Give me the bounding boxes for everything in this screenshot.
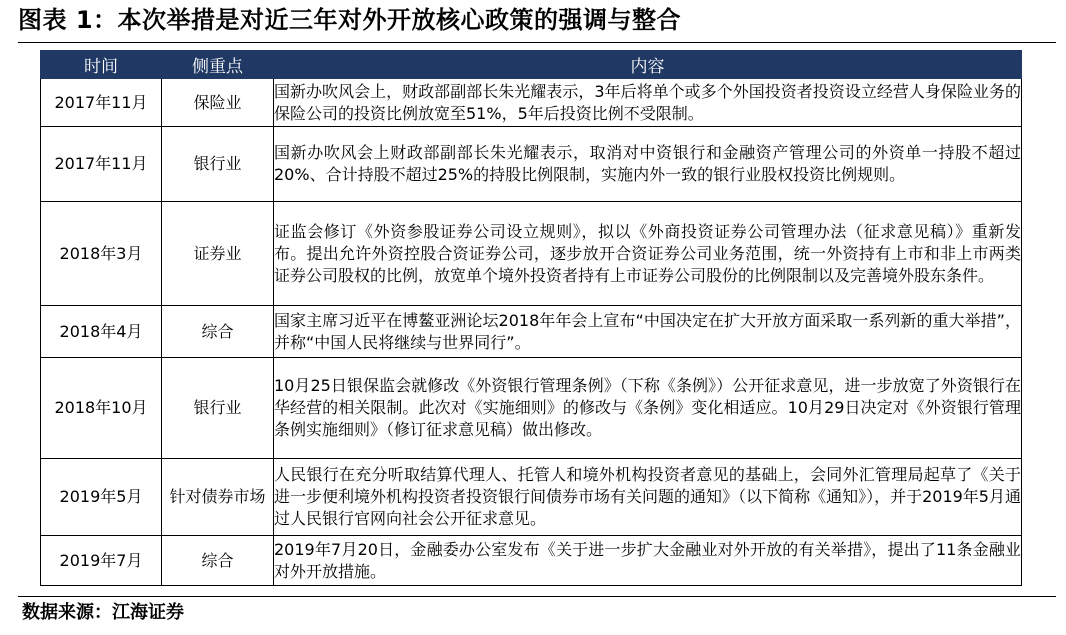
cell-focus: 针对债券市场: [162, 459, 274, 536]
cell-focus: 证券业: [162, 202, 274, 306]
table-row: [41, 536, 1022, 586]
cell-content: 2019年7月20日，金融委办公室发布《关于进一步扩大金融业对外开放的有关举措》，提出了11条金融业对外开放措施。: [274, 536, 1022, 586]
cell-time: 2018年3月: [41, 202, 162, 306]
table-row: [41, 358, 1022, 459]
table-row: [41, 127, 1022, 202]
header-content: 内容: [274, 51, 1022, 79]
cell-time: 2018年4月: [41, 306, 162, 358]
cell-time: 2019年5月: [41, 459, 162, 536]
cell-content: 10月25日银保监会就修改《外资银行管理条例》（下称《条例》）公开征求意见，进一步放宽了外资银行在华经营的相关限制。此次对《实施细则》的修改与《条例》变化相适应。10月29日决定对《外资银行管理条例实施细则》（修订征求意见稿）做出修改。: [274, 358, 1022, 459]
figure-title: 图表 1：本次举措是对近三年对外开放核心政策的强调与整合: [18, 6, 682, 34]
cell-time: 2018年10月: [41, 358, 162, 459]
table-row: [41, 306, 1022, 358]
cell-content: 国新办吹风会上财政部副部长朱光耀表示，取消对中资银行和金融资产管理公司的外资单一持股不超过20%、合计持股不超过25%的持股比例限制，实施内外一致的银行业股权投资比例规则。: [274, 127, 1022, 202]
table-row: [41, 202, 1022, 306]
data-source: 数据来源：江海证券: [22, 602, 184, 623]
header-time: 时间: [41, 51, 162, 79]
cell-time: 2017年11月: [41, 127, 162, 202]
table-row: [41, 79, 1022, 127]
footer-divider: [18, 596, 1056, 597]
cell-content: 证监会修订《外资参股证券公司设立规则》，拟以《外商投资证券公司管理办法（征求意见稿）》重新发布。提出允许外资控股合资证券公司，逐步放开合资证券公司业务范围，统一外资持有上市和非上市两类证券公司股权的比例，放宽单个境外投资者持有上市证券公司股份的比例限制以及完善境外股东条件。: [274, 202, 1022, 306]
table-row: [41, 459, 1022, 536]
cell-content: 人民银行在充分听取结算代理人、托管人和境外机构投资者意见的基础上，会同外汇管理局起草了《关于进一步便利境外机构投资者投资银行间债券市场有关问题的通知》（以下简称《通知》），并于2019年5月通过人民银行官网向社会公开征求意见。: [274, 459, 1022, 536]
header-focus: 侧重点: [162, 51, 274, 79]
table-header-row: [41, 51, 1022, 79]
cell-content: 国家主席习近平在博鳌亚洲论坛2018年年会上宣布“中国决定在扩大开放方面采取一系列新的重大举措”，并称“中国人民将继续与世界同行”。: [274, 306, 1022, 358]
cell-time: 2017年11月: [41, 79, 162, 127]
policy-table: [40, 50, 1022, 586]
cell-focus: 保险业: [162, 79, 274, 127]
cell-content: 国新办吹风会上，财政部副部长朱光耀表示，3年后将单个或多个外国投资者投资设立经营人身保险业务的保险公司的投资比例放宽至51%，5年后投资比例不受限制。: [274, 79, 1022, 127]
title-divider: [18, 42, 1056, 43]
cell-focus: 综合: [162, 536, 274, 586]
cell-focus: 银行业: [162, 127, 274, 202]
cell-focus: 综合: [162, 306, 274, 358]
cell-focus: 银行业: [162, 358, 274, 459]
cell-time: 2019年7月: [41, 536, 162, 586]
